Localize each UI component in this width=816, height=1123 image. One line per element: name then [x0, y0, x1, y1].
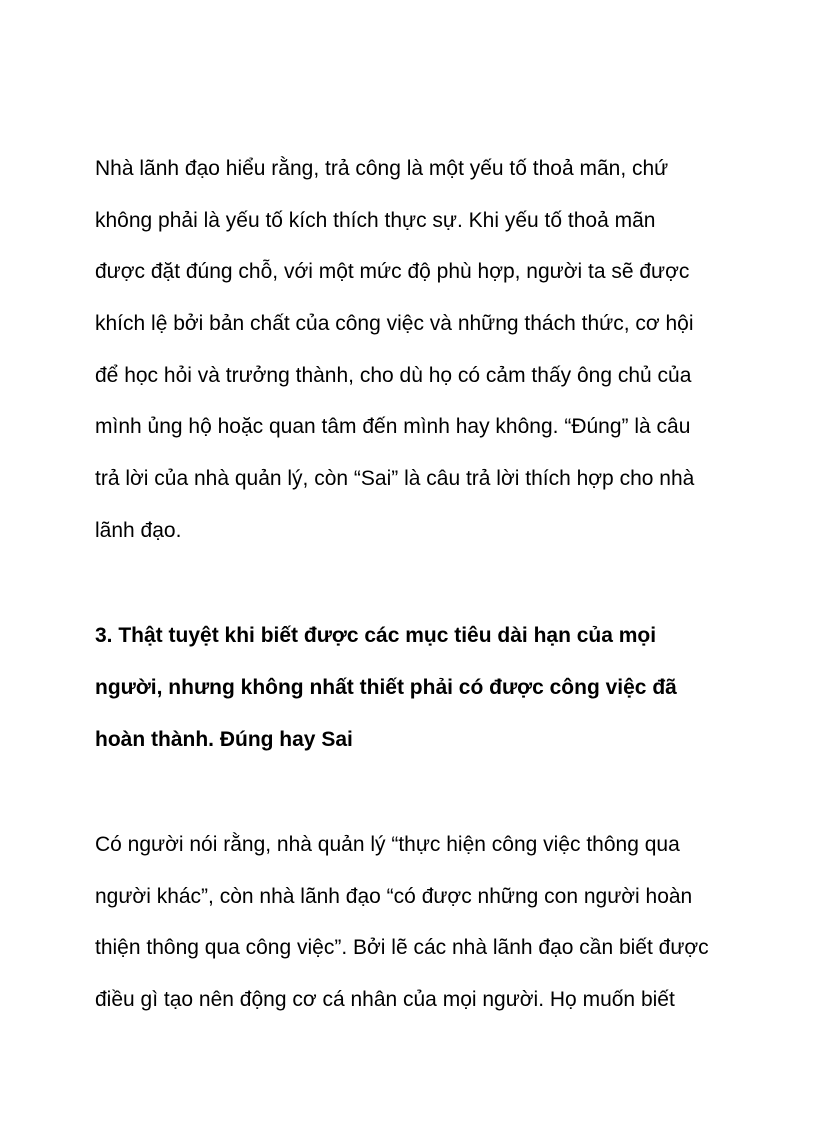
paragraph-line: mình ủng hộ hoặc quan tâm đến mình hay không. “Đúng” là câu — [95, 415, 691, 438]
paragraph-line: được đặt đúng chỗ, với một mức độ phù hợp, người ta sẽ được — [95, 260, 690, 283]
paragraph-line: để học hỏi và trưởng thành, cho dù họ có cảm thấy ông chủ của — [95, 364, 692, 387]
paragraph-line: thiện thông qua công việc”. Bởi lẽ các nhà lãnh đạo cần biết được — [95, 936, 709, 959]
heading-line: người, nhưng không nhất thiết phải có được công việc đã — [95, 676, 677, 699]
paragraph-line: trả lời của nhà quản lý, còn “Sai” là câu trả lời thích hợp cho nhà — [95, 467, 695, 490]
paragraph-line: người khác”, còn nhà lãnh đạo “có được những con người hoàn — [95, 885, 693, 908]
paragraph-line: điều gì tạo nên động cơ cá nhân của mọi người. Họ muốn biết — [95, 988, 675, 1011]
heading-line: hoàn thành. Đúng hay Sai — [95, 728, 353, 751]
paragraph-line: Có người nói rằng, nhà quản lý “thực hiện công việc thông qua — [95, 833, 680, 856]
paragraph-line: lãnh đạo. — [95, 519, 182, 542]
paragraph-line: không phải là yếu tố kích thích thực sự. Khi yếu tố thoả mãn — [95, 209, 656, 232]
paragraph-line: Nhà lãnh đạo hiểu rằng, trả công là một yếu tố thoả mãn, chứ — [95, 157, 669, 180]
heading-line: 3. Thật tuyệt khi biết được các mục tiêu dài hạn của mọi — [95, 624, 657, 647]
paragraph-line: khích lệ bởi bản chất của công việc và những thách thức, cơ hội — [95, 312, 694, 335]
